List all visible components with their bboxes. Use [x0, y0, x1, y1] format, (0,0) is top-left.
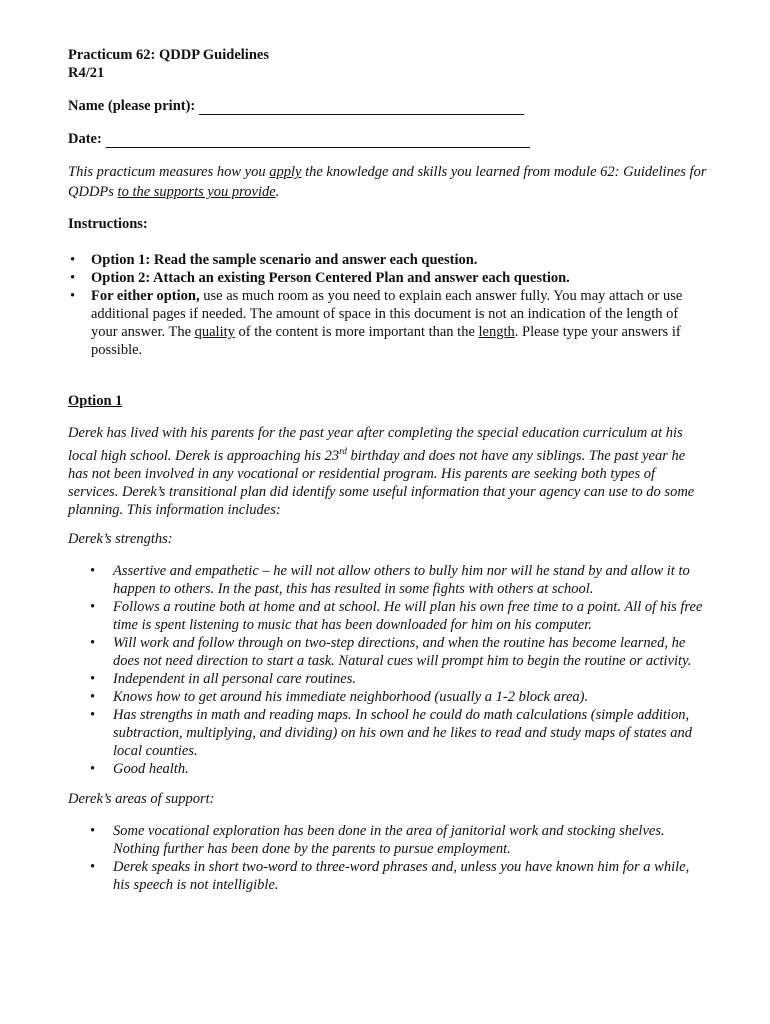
- intro-text-3: .: [275, 184, 280, 200]
- strength-text: Has strengths in math and reading maps. In school he could do math calculations (simple addition, subtraction, multiplying, and dividing) on his own and he likes to read and study maps of states and local counties.: [113, 706, 693, 759]
- date-label: Date:: [68, 131, 102, 147]
- support-text: Derek speaks in short two-word to three-word phrases and, unless you have known him for a while, his speech is not intelligible.: [113, 858, 690, 893]
- strength-text: Independent in all personal care routines.: [113, 670, 356, 687]
- document-page: [68, 46, 708, 894]
- intro-text-2: the knowledge and skills you learned from module 62: Guidelines for QDDPs: [68, 164, 707, 200]
- strength-text: Good health.: [113, 760, 189, 777]
- list-item: [68, 858, 708, 894]
- name-label: Name (please print):: [68, 98, 196, 114]
- instructions-heading: Instructions:: [68, 216, 148, 232]
- name-field[interactable]: [68, 98, 708, 115]
- supports-list: [68, 822, 708, 894]
- instruction-text-a: use as much room as you need to explain each answer fully. You may attach or use additional pages if needed. The amount of space in this document is not an indication of the length of your answer. The: [91, 288, 683, 340]
- list-item: [68, 688, 708, 706]
- instruction-text-b: of the content is more important than the: [234, 324, 479, 340]
- bullet-icon: •: [90, 858, 96, 875]
- list-item: [68, 269, 708, 287]
- intro-text-1: This practicum measures how you: [68, 164, 270, 180]
- strength-text: Assertive and empathetic – he will not allow others to bully him nor will he stand by and allow it to happen to others. In the past, this has resulted in some fights with others at school.: [113, 562, 690, 597]
- strength-text: Knows how to get around his immediate neighborhood (usually a 1-2 block area).: [113, 688, 589, 705]
- strength-text: Will work and follow through on two-step directions, and when the routine has become learned, he does not need direction to start a task. Natural cues will prompt him to begin the routine or activity.: [113, 634, 692, 669]
- strengths-label: Derek’s strengths:: [68, 530, 173, 547]
- list-item: [68, 670, 708, 688]
- scenario-sup: rd: [339, 446, 347, 456]
- scenario-text-a: Derek has lived with his parents for the past year after completing the special education curriculum at his local high school. Derek is approaching his 23: [68, 425, 683, 464]
- strengths-list: [68, 562, 708, 778]
- intro-apply: apply: [269, 164, 302, 180]
- support-label: Derek’s areas of support:: [68, 790, 215, 807]
- name-blank-line[interactable]: [199, 100, 524, 115]
- list-item: [68, 760, 708, 778]
- bullet-icon: •: [70, 252, 76, 268]
- document-title: Practicum 62: QDDP Guidelines: [68, 47, 269, 63]
- list-item: [68, 287, 708, 359]
- list-item: [68, 251, 708, 269]
- bullet-icon: •: [90, 706, 96, 723]
- strength-text: Follows a routine both at home and at school. He will plan his own free time to a point. All of his free time is spent listening to music that has been downloaded for him on his computer.: [113, 598, 703, 633]
- scenario-paragraph: [68, 424, 708, 519]
- instruction-option1: Option 1: Read the sample scenario and answer each question.: [91, 252, 478, 268]
- bullet-icon: •: [70, 288, 76, 304]
- list-item: [68, 562, 708, 598]
- instruction-option2: Option 2: Attach an existing Person Centered Plan and answer each question.: [91, 270, 570, 286]
- list-item: [68, 598, 708, 634]
- instruction-text-c: . Please type your answers if possible.: [91, 324, 681, 358]
- list-item: [68, 822, 708, 858]
- bullet-icon: •: [90, 634, 96, 651]
- bullet-icon: •: [70, 270, 76, 286]
- bullet-icon: •: [90, 760, 96, 777]
- bullet-icon: •: [90, 670, 96, 687]
- bullet-icon: •: [90, 562, 96, 579]
- option1-heading: Option 1: [68, 393, 123, 409]
- instruction-either-option: For either option,: [91, 288, 200, 304]
- instructions-list: [68, 251, 708, 359]
- instruction-quality: quality: [194, 324, 235, 340]
- bullet-icon: •: [90, 598, 96, 615]
- intro-paragraph: [68, 162, 708, 202]
- intro-supports: to the supports you provide: [117, 184, 276, 200]
- date-blank-line[interactable]: [106, 133, 530, 148]
- bullet-icon: •: [90, 688, 96, 705]
- instruction-length: length: [478, 324, 515, 340]
- date-field[interactable]: [68, 131, 708, 148]
- bullet-icon: •: [90, 822, 96, 839]
- list-item: [68, 634, 708, 670]
- revision-label: R4/21: [68, 65, 105, 81]
- scenario-text-b: birthday and does not have any siblings. The past year he has not been involved in any vocational or residential program. His parents are seeking both types of services. Derek’s transitional plan did identify some useful information that your agency can use to do some planning. This information includes:: [68, 447, 695, 518]
- support-text: Some vocational exploration has been done in the area of janitorial work and stocking shelves. Nothing further has been done by the parents to pursue employment.: [113, 822, 665, 857]
- list-item: [68, 706, 708, 760]
